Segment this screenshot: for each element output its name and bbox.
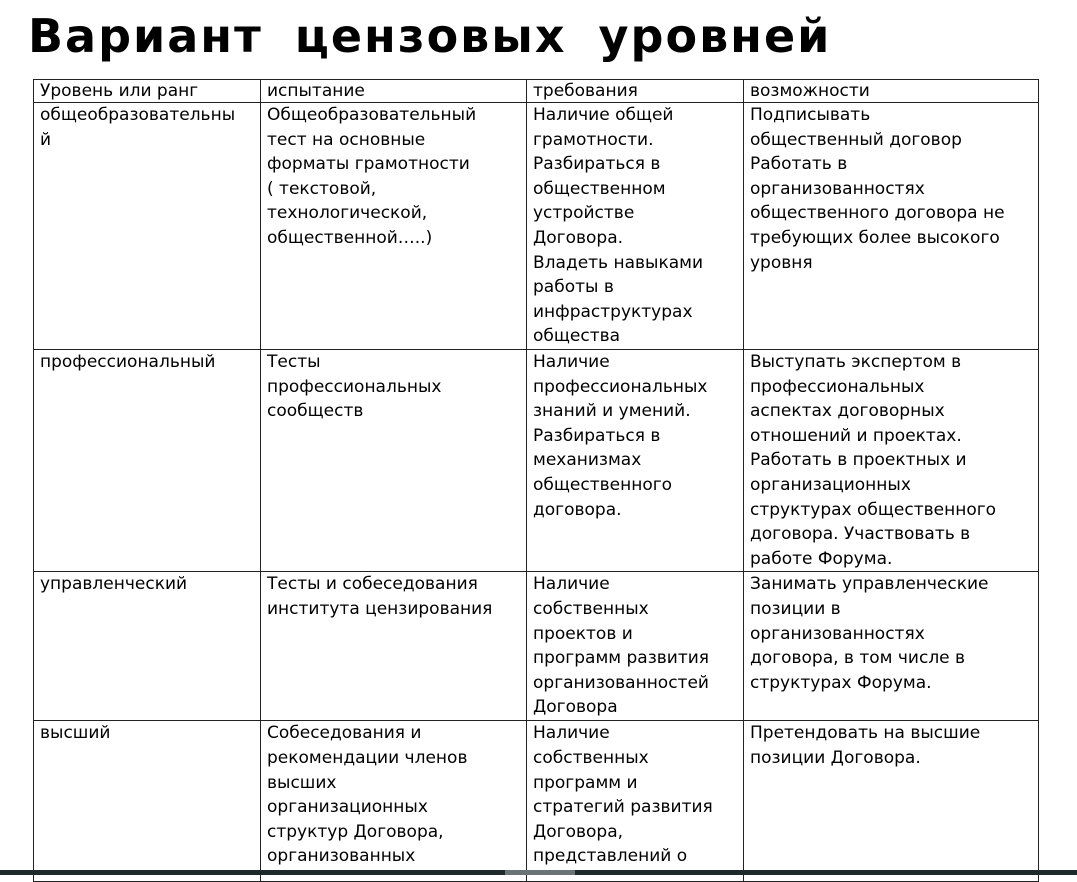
table-row [34, 350, 1039, 572]
cell-requirements-text: Наличие собственных программ и стратегий развития Договора, представлений о [533, 723, 713, 867]
page-title: Вариант цензовых уровней [28, 9, 832, 63]
cell-level-text: высший [40, 723, 111, 744]
cell-level [34, 572, 261, 721]
cell-opportunities [744, 350, 1039, 572]
cell-test [261, 350, 527, 572]
cell-opportunities-text: Занимать управленческие позиции в организованностях договора, в том числе в структурах Форума. [750, 574, 989, 693]
cell-opportunities [744, 721, 1039, 882]
cell-level [34, 721, 261, 882]
cell-opportunities [744, 103, 1039, 350]
cell-requirements [527, 103, 744, 350]
column-header-level: Уровень или ранг [34, 80, 261, 103]
cell-opportunities [744, 572, 1039, 721]
cell-requirements-text: Наличие общей грамотности. Разбираться в общественном устройстве Договора. Владеть навыками работы в инфраструктурах общества [533, 105, 704, 347]
cell-requirements [527, 572, 744, 721]
column-header-requirements: требования [527, 80, 744, 103]
census-levels-table [33, 79, 1039, 882]
cell-test-text: Тесты профессиональных сообществ [267, 352, 442, 422]
bottom-edge-highlight [505, 870, 575, 875]
cell-test [261, 721, 527, 882]
column-header-test: испытание [261, 80, 527, 103]
table-row [34, 103, 1039, 350]
cell-requirements [527, 350, 744, 572]
cell-opportunities-text: Подписывать общественный договор Работать в организованностях общественного договора не требующих более высокого уровня [750, 105, 1005, 273]
column-header-opportunities: возможности [744, 80, 1039, 103]
cell-requirements-text: Наличие профессиональных знаний и умений. Разбираться в механизмах общественного договора. [533, 352, 708, 520]
bottom-edge-bar [0, 870, 1077, 875]
cell-level [34, 103, 261, 350]
cell-test-text: Общеобразовательный тест на основные форматы грамотности ( текстовой, технологической, общественной…..) [267, 105, 477, 248]
cell-test-text: Тесты и собеседования института цензирования [267, 574, 493, 619]
cell-test [261, 572, 527, 721]
table-header-row [34, 80, 1039, 103]
cell-level-text: общеобразовательны й [40, 105, 236, 150]
cell-level-text: управленческий [40, 574, 188, 595]
cell-level [34, 350, 261, 572]
cell-opportunities-text: Выступать экспертом в профессиональных аспектах договорных отношений и проектах. Работать в проектных и организационных структурах общественного договора. Участвовать в работе Форума. [750, 352, 997, 569]
cell-level-text: профессиональный [40, 352, 216, 372]
table-row [34, 721, 1039, 882]
cell-requirements [527, 721, 744, 882]
cell-test-text: Собеседования и рекомендации членов высших организационных структур Договора, организованных [267, 723, 468, 867]
cell-opportunities-text: Претендовать на высшие позиции Договора. [750, 723, 981, 768]
table-row [34, 572, 1039, 721]
cell-requirements-text: Наличие собственных проектов и программ развития организованностей Договора [533, 574, 709, 718]
cell-test [261, 103, 527, 350]
